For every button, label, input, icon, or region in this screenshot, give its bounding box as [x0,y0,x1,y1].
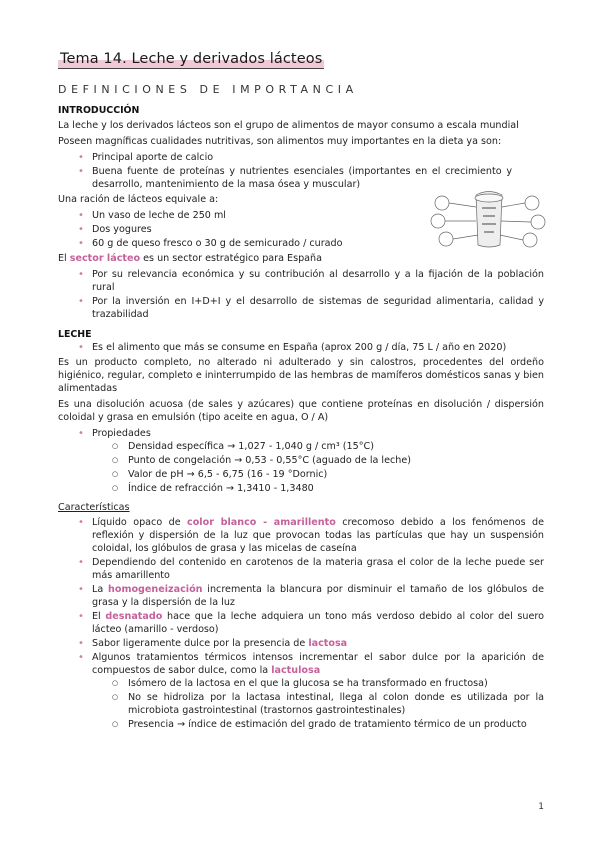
sector-paragraph [58,252,544,265]
text: El [58,253,70,264]
text: hace que la leche adquiera un tono más verdoso debido al color del suero lácteo (amarillo - verdoso) [92,611,544,635]
list-item: ○ Valor de pH → 6,5 - 6,75 (16 - 19 °Dornic) [128,468,544,481]
list-item [92,610,544,636]
list-item: ○ Punto de congelación → 0,53 - 0,55°C (aguado de la leche) [128,454,544,467]
highlight-lactosa: lactosa [308,638,348,649]
milk-glass-illustration [428,189,550,251]
list-item: ○ Presencia → índice de estimación del grado de tratamiento térmico de un producto [128,718,544,731]
text: Algunos tratamientos térmicos intensos incrementar el sabor dulce por la aparición de compuestos de sabor dulce, como la [92,652,544,676]
list-item: • Dos yogures [92,223,544,236]
text: Líquido opaco de [92,517,188,528]
list-item [92,651,544,731]
list-item: • 60 g de queso fresco o 30 g de semicurado / curado [92,237,544,250]
list-item: • Dependiendo del contenido en carotenos de la materia grasa el color de la leche puede ser más amarillento [92,556,544,582]
list-item: ○ Densidad específica → 1,027 - 1,040 g / cm³ (15°C) [128,440,544,453]
list-item: ○ Isómero de la lactosa en el que la glucosa se ha transformado en fructosa) [128,677,544,690]
intro-paragraph-2: Poseen magníficas cualidades nutritivas, son alimentos muy importantes en la dieta ya son: [58,136,502,147]
leche-list [58,341,544,354]
text: incrementa la blancura por disminuir el tamaño de los glóbulos de grasa y la dispersión de la luz [92,584,544,608]
list-item: • Principal aporte de calcio [92,151,544,164]
sector-list [58,268,544,321]
list-item [92,516,544,555]
leche-paragraph-1: Es un producto completo, no alterado ni adulterado y sin calostros, procedentes del ordeño higiénico, regular, completo e ininterrumpido de las hembras de mamíferos domésticos sanas y bien alimentadas [58,357,544,394]
list-item: • Buena fuente de proteínas y nutrientes esenciales (importantes en el crecimiento y desarrollo, mantenimiento de la masa ósea y muscular) [92,165,512,191]
text: Sabor ligeramente dulce por la presencia de [92,638,309,649]
highlight-homogeneizacion: homogeneización [108,584,203,595]
lactulosa-sublist [92,677,544,731]
text: crecomoso debido a los fenómenos de reflexión y dispersión de la luz que provocan todas las partículas que hay un suspensión coloidal, los glóbulos de grasa y las micelas de caseína [92,517,544,554]
propiedades-list [58,427,544,495]
page-number: 1 [538,802,544,812]
text: La [92,584,109,595]
list-item [92,583,544,609]
list-item: • Por la inversión en I+D+I y el desarrollo de sistemas de seguridad alimentaria, calidad y trazabilidad [92,295,544,321]
leche-heading: LECHE [58,329,92,340]
page-title: Tema 14. Leche y derivados lácteos [60,51,323,67]
list-item [92,637,544,650]
list-item: ○ No se hidroliza por la lactasa intestinal, llega al colon donde es utilizada por la microbiota gastrointestinal (trastornos gastrointestinales) [128,691,544,717]
highlight-desnatado: desnatado [105,611,163,622]
list-item: • Un vaso de leche de 250 ml [92,209,544,222]
intro-paragraph-1: La leche y los derivados lácteos son el grupo de alimentos de mayor consumo a escala mundial [58,120,519,131]
text: El [92,611,106,622]
caracteristicas-heading: Características [58,502,130,513]
leche-paragraph-2: Es una disolución acuosa (de sales y azúcares) que contiene proteínas en disolución / dispersión coloidal y grasa en emulsión (tipo aceite en agua, O / A) [58,399,544,423]
racion-intro: Una ración de lácteos equivale a: [58,194,219,205]
list-item: ○ Índice de refracción → 1,3410 - 1,3480 [128,482,544,495]
caracteristicas-list [58,516,544,731]
highlight-sector: sector lácteo [69,253,141,264]
propiedades-label: Propiedades [92,428,151,439]
nutrition-list [58,151,544,191]
document-page [58,50,544,732]
list-item [92,427,544,495]
highlight-lactulosa: lactulosa [271,665,321,676]
section-heading: DEFINICIONES DE IMPORTANCIA [58,83,358,96]
highlight-color: color blanco - amarillento [187,517,336,528]
propiedades-sublist [92,440,544,495]
list-item: • Por su relevancia económica y su contribución al desarrollo y a la fijación de la población rural [92,268,544,294]
list-item: • Es el alimento que más se consume en España (aprox 200 g / día, 75 L / año en 2020) [92,341,544,354]
intro-heading: INTRODUCCIÓN [58,105,140,116]
text: es un sector estratégico para España [140,253,323,264]
